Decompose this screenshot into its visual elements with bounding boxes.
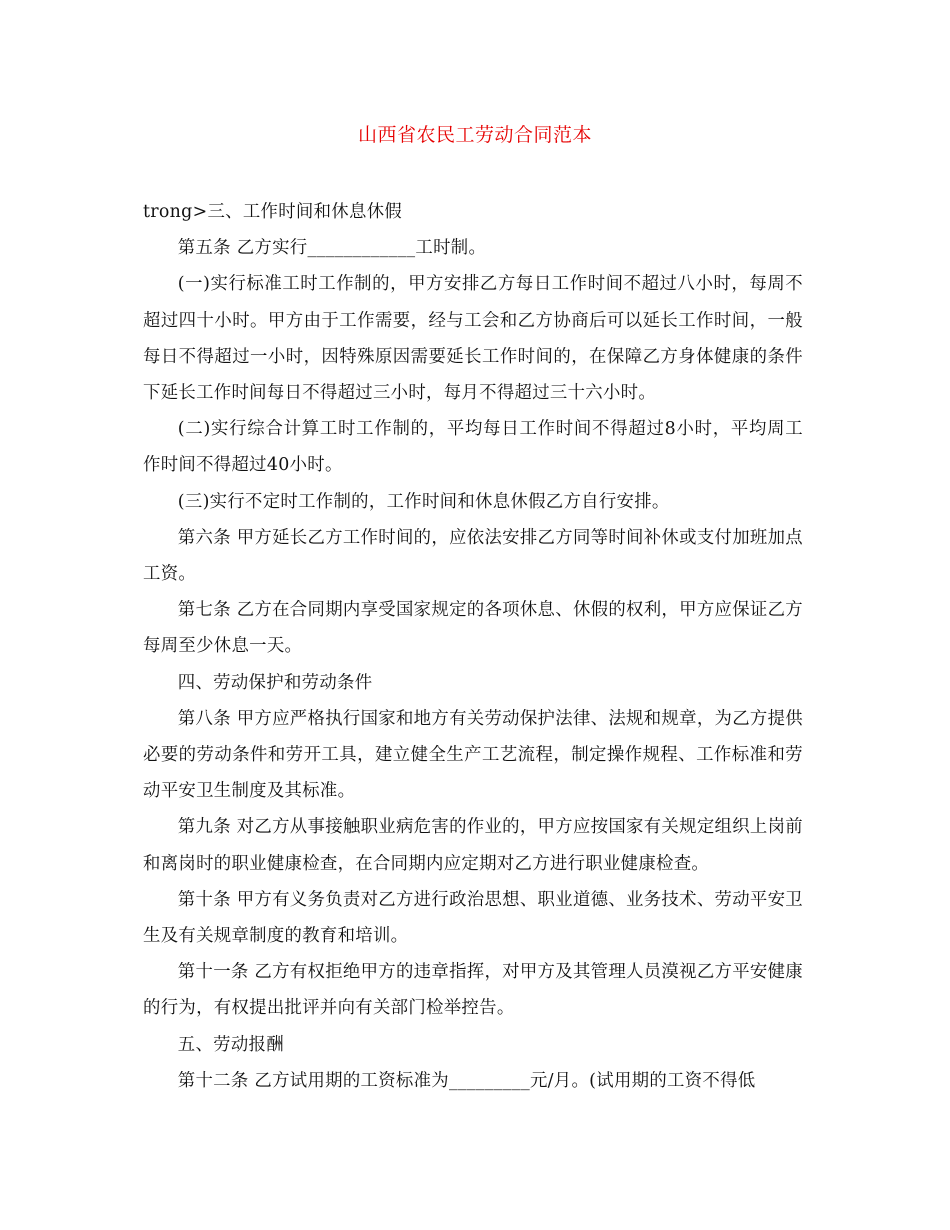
article-11: 第十一条 乙方有权拒绝甲方的违章指挥，对甲方及其管理人员漠视乙方平安健康的行为，有权提出批评并向有关部门检举控告。 — [143, 962, 803, 1019]
article-9: 第九条 对乙方从事接触职业病危害的作业的，甲方应按国家有关规定组织上岗前和离岗时的职业健康检查，在合同期内应定期对乙方进行职业健康检查。 — [143, 817, 803, 874]
document-title: 山西省农民工劳动合同范本 — [357, 124, 592, 146]
document-body — [143, 194, 803, 1099]
section-heading-labor-protection: 四、劳动保护和劳动条件 — [177, 672, 373, 693]
clause-comprehensive-hours: (二)实行综合计算工时工作制的，平均每日工作时间不得超过8小时，平均周工作时间不得超过40小时。 — [143, 419, 803, 476]
clause-flexible-hours: (三)实行不定时工作制的，工作时间和休息休假乙方自行安排。 — [177, 491, 670, 512]
section-heading-work-hours: trong>三、工作时间和休息休假 — [143, 202, 403, 222]
article-12: 第十二条 乙方试用期的工资标准为_________元/月。(试用期的工资不得低 — [177, 1070, 756, 1091]
article-5: 第五条 乙方实行____________工时制。 — [177, 238, 487, 259]
article-7: 第七条 乙方在合同期内享受国家规定的各项休息、休假的权利，甲方应保证乙方每周至少休息一天。 — [143, 600, 803, 657]
article-8: 第八条 甲方应严格执行国家和地方有关劳动保护法律、法规和规章，为乙方提供必要的劳动条件和劳开工具，建立健全生产工艺流程，制定操作规程、工作标准和劳动平安卫生制度及其标准。 — [143, 708, 803, 802]
article-6: 第六条 甲方延长乙方工作时间的，应依法安排乙方同等时间补休或支付加班加点工资。 — [143, 527, 803, 585]
section-heading-remuneration: 五、劳动报酬 — [177, 1034, 284, 1055]
article-10: 第十条 甲方有义务负责对乙方进行政治思想、职业道德、业务技术、劳动平安卫生及有关规章制度的教育和培训。 — [143, 889, 803, 947]
clause-standard-hours: (一)实行标准工时工作制的，甲方安排乙方每日工作时间不超过八小时，每周不超过四十小时。甲方由于工作需要，经与工会和乙方协商后可以延长工作时间，一般每日不得超过一小时，因特殊原因需要延长工作时间的，在保障乙方身体健康的条件下延长工作时间每日不得超过三小时，每月不得超过三十六小时。 — [143, 274, 803, 404]
